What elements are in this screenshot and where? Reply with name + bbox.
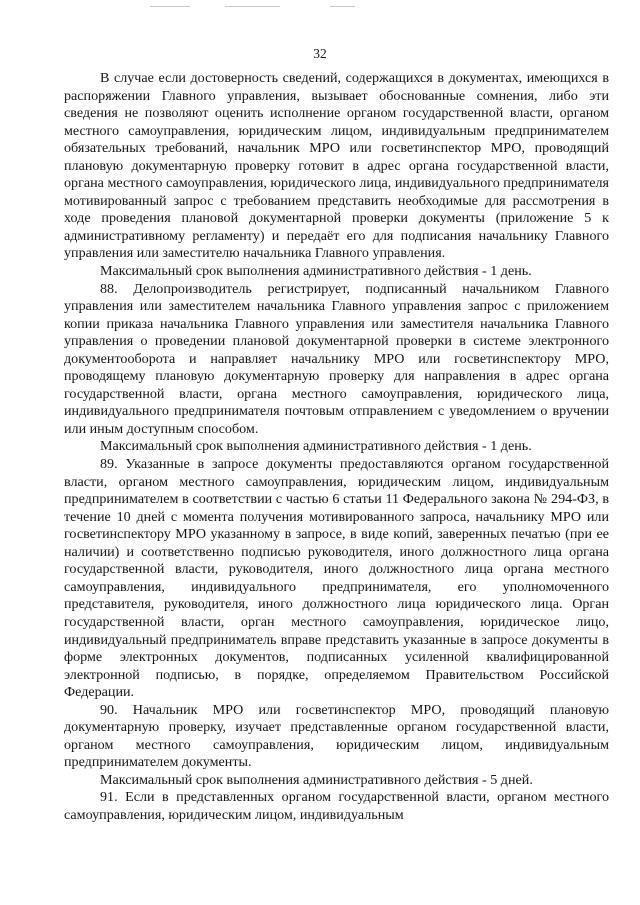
scan-artifact-top: [150, 6, 190, 7]
paragraph-deadline: Максимальный срок выполнения административного действия - 1 день.: [100, 438, 532, 455]
document-body: [64, 70, 609, 825]
scan-artifact-top: [225, 6, 280, 7]
paragraph-90: 90. Начальник МРО или госветинспектор МРО, проводящий плановую документарную проверку, изучает представленные органом государственной власти, органом местного самоуправления, юридическим лицом, индивидуальным предпринимателем документы.: [64, 701, 609, 771]
paragraph-88: 88. Делопроизводитель регистрирует, подписанный начальником Главного управления или заместителем начальника Главного управления запрос с приложением копии приказа начальника Главного управления или заместителя начальника Главного управления о проведении плановой документарной проверки в системе электронного документооборота и направляет начальнику МРО или госветинспектору МРО, проводящему плановую документарную проверку для направления в адрес органа государственной власти, органа местного самоуправления, юридического лица, индивидуального предпринимателя почтовым отправлением с уведомлением о вручении или иным доступным способом.: [64, 280, 609, 437]
paragraph-deadline: Максимальный срок выполнения административного действия - 5 дней.: [100, 771, 533, 788]
page-number: 32: [313, 46, 327, 61]
paragraph-91: 91. Если в представленных органом государственной власти, органом местного самоуправления, юридическим лицом, индивидуальным: [64, 789, 609, 823]
scan-artifact-top: [330, 6, 355, 7]
paragraph-89: 89. Указанные в запросе документы предоставляются органом государственной власти, органом местного самоуправления, юридическим лицом, индивидуальным предпринимателем в соответствии с частью 6 статьи 11 Федерального закона № 294-ФЗ, в течение 10 дней с момента получения мотивированного запроса, начальнику МРО или госветинспектору МРО указанному в запросе, в виде копий, заверенных печатью (при ее наличии) и соответственно подписью руководителя, иного должностного лица органа государственной власти, руководителя, иного должностного лица органа местного самоуправления, индивидуального предпринимателя, его уполномоченного представителя, руководителя, иного должностного лица юридического лица. Орган государственной власти, орган местного самоуправления, юридическое лицо, индивидуальный предприниматель вправе представить указанные в запросе документы в форме электронных документов, подписанных усиленной квалифицированной электронной подписью, в порядке, определяемом Правительством Российской Федерации.: [64, 456, 609, 701]
paragraph: В случае если достоверность сведений, содержащихся в документах, имеющихся в распоряжении Главного управления, вызывает обоснованные сомнения, либо эти сведения не позволяют оценить исполнение органом государственной власти, органом местного самоуправления, юридическим лицом, индивидуальным предпринимателем обязательных требований, начальник МРО или госветинспектор МРО, проводящий плановую документарную проверку готовит в адрес органа государственной власти, органа местного самоуправления, юридического лица, индивидуального предпринимателя мотивированный запрос с требованием представить необходимые для рассмотрения в ходе проведения плановой документарной проверки документы (приложение 5 к административному регламенту) и передаёт его для подписания начальнику Главного управления или заместителю начальника Главного управления.: [64, 70, 609, 262]
paragraph-deadline: Максимальный срок выполнения административного действия - 1 день.: [100, 263, 532, 280]
